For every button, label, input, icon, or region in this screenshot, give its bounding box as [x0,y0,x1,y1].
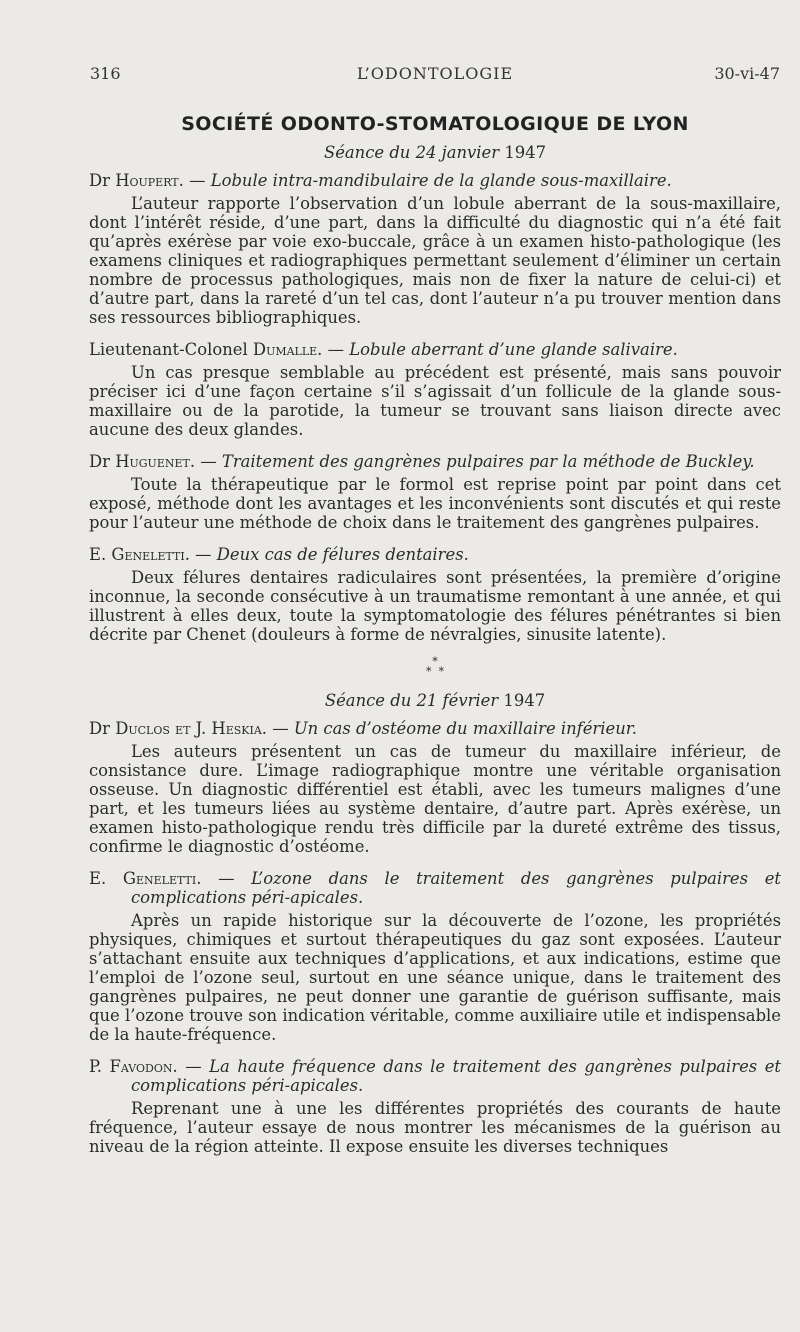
em-dash: — [200,452,217,471]
em-dash: — [218,869,235,888]
author-name: Favodon. [109,1057,178,1076]
communication-title: Un cas d’ostéome du maxillaire inférieur. [293,719,637,738]
communication-summary: Toute la thérapeutique par le formol est reprise point par point dans cet exposé, méthode dont les avantages et les inconvénients sont discutés et qui reste pour l’auteur une méthode de choix dans le traitement des gangrènes pulpaires. [89,475,781,532]
communication-title: Deux cas de félures dentaires. [216,545,469,564]
communication-summary: L’auteur rapporte l’observation d’un lobule aberrant de la sous-maxillaire, dont l’intérêt réside, d’une part, dans la difficulté du diagnostic qui n’a été fait qu’après exérèse par voie exo-buccale, grâce à un examen histo-pathologique (les examens cliniques et radiographiques permettant seulement d’éliminer un certain nombre de processus pathologiques, mais non de fixer la nature de celui-ci) et d’autre part, dans la rareté d’un tel cas, dont l’auteur n’a pu trouver mention dans ses ressources bibliographiques. [89,194,781,327]
article-body [89,115,781,1169]
em-dash: — [272,719,289,738]
author-prefix: E. [89,545,107,564]
session-heading-1 [89,143,781,162]
communication-summary: Deux félures dentaires radiculaires sont présentées, la première d’origine inconnue, la seconde consécutive à un traumatisme remontant à une année, et qui illustrent à elles deux, toute la symptomatologie des félures pénétrantes si bien décrite par Chenet (douleurs à forme de névralgies, sinusite latente). [89,568,781,644]
communication-title: Lobule intra-mandibulaire de la glande sous-maxillaire. [210,171,672,190]
author-prefix: P. [89,1057,102,1076]
communication-summary: Les auteurs présentent un cas de tumeur du maxillaire inférieur, de consistance dure. L’image radiographique montre une véritable organisation osseuse. Un diagnostic différentiel est établi, avec les tumeurs malignes d’une part, et les tumeurs liées au système dentaire, d’autre part. Après exérèse, un examen histo-pathologique rendu très difficile par la dureté extrême des tissus, confirme le diagnostic d’ostéome. [89,742,781,856]
communication-title: La haute fréquence dans le traitement des gangrènes pulpaires et complications péri-apicales. [131,1057,782,1095]
communication-summary: Après un rapide historique sur la découverte de l’ozone, les propriétés physiques, chimiques et surtout thérapeutiques du gaz sont exposées. L’auteur s’attachant ensuite aux techniques d’applications, et aux indications, estime que l’emploi de l’ozone seul, surtout en une séance unique, dans le traitement des gangrènes pulpaires, ne peut donner une garantie de guérison suffisante, mais que l’ozone trouve son indication véritable, comme auxiliaire utile et indispensable de la haute-fréquence. [89,911,781,1044]
session-year: 1947 [504,143,547,162]
author-name: Geneletti. [111,545,190,564]
communication-heading [89,719,781,738]
session-year: 1947 [503,691,546,710]
author-prefix: E. [89,869,107,888]
communication-heading [89,869,781,907]
author-name: Houpert. [115,171,184,190]
session-heading-2 [89,691,781,710]
em-dash: — [195,545,212,564]
communication-title: Traitement des gangrènes pulpaires par la méthode de Buckley. [221,452,755,471]
author-name: Geneletti. [122,869,202,888]
communication-heading [89,452,781,471]
society-title: SOCIÉTÉ ODONTO-STOMATOLOGIQUE DE LYON [181,113,689,135]
em-dash: — [185,1057,202,1076]
communication-heading [89,340,781,359]
communication-title: L’ozone dans le traitement des gangrènes pulpaires et complications péri-apicales. [131,869,781,907]
session-2-entries [89,719,781,1156]
em-dash: — [327,340,344,359]
issue-date: 30-vi-47 [714,64,780,83]
journal-name: L’ODONTOLOGIE [356,64,514,83]
session-label: Séance du 24 janvier [323,143,500,162]
page-number: 316 [90,64,121,83]
author-name: Duclos et J. Heskia. [115,719,267,738]
author-prefix: Dr [89,719,110,738]
author-prefix: Dr [89,171,110,190]
communication-heading [89,1057,781,1095]
author-prefix: Dr [89,452,110,471]
communication-heading [89,171,781,190]
session-1-entries [89,171,781,644]
author-prefix: Lieutenant-Colonel [89,340,248,359]
session-label: Séance du 21 février [324,691,499,710]
communication-summary: Reprenant une à une les différentes propriétés des courants de haute fréquence, l’auteur essaye de nous montrer les mécanismes de la guérison au niveau de la région atteinte. Il expose ensuite les diverses techniques [89,1099,781,1156]
em-dash: — [189,171,206,190]
communication-title: Lobule aberrant d’une glande salivaire. [349,340,678,359]
communication-summary: Un cas presque semblable au précédent est présenté, mais sans pouvoir préciser ici d’une façon certaine s’il s’agissait d’un follicule de la glande sous-maxillaire ou de la parotide, la tumeur se trouvant sans liaison directe avec aucune des deux glandes. [89,363,781,439]
section-separator: * * * [426,655,444,678]
author-name: Huguenet. [115,452,196,471]
communication-heading [89,545,781,564]
author-name: Dumalle. [252,340,323,359]
